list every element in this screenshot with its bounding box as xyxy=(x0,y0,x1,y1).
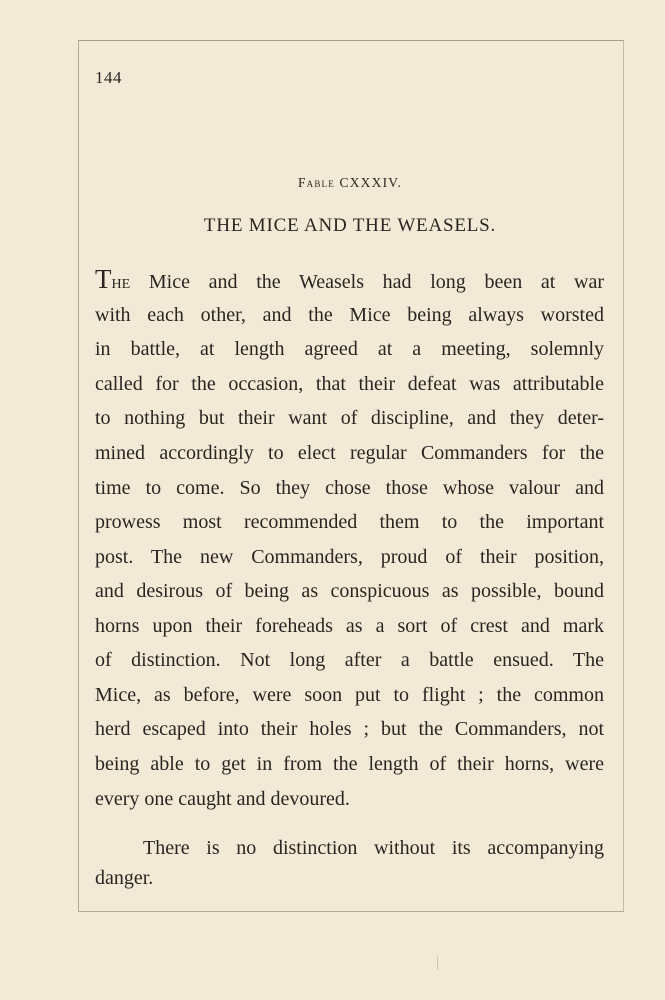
story-line-9: post. The new Commanders, proud of their position, xyxy=(95,546,604,568)
story-line-8: prowess most recommended them to the important xyxy=(95,511,604,533)
first-line-rest: Mice and the Weasels had long been at war xyxy=(130,271,604,293)
story-line-16: every one caught and devoured. xyxy=(95,788,350,810)
fable-number: Fable CXXXIV. xyxy=(297,175,403,190)
story-line-13: Mice, as before, were soon put to flight ; the common xyxy=(95,684,604,706)
scan-mark xyxy=(437,956,438,970)
story-line-5: to nothing but their want of discipline, and they deter- xyxy=(95,407,604,429)
first-word-rest: he xyxy=(111,271,131,293)
story-line-3: in battle, at length agreed at a meeting, solemnly xyxy=(95,338,604,360)
story-line-10: and desirous of being as conspicuous as possible, bound xyxy=(95,580,604,602)
story-line-6: mined accordingly to elect regular Commanders for the xyxy=(95,442,604,464)
story-line-11: horns upon their foreheads as a sort of crest and mark xyxy=(95,615,604,637)
story-line-15: being able to get in from the length of their horns, were xyxy=(95,753,604,775)
story-line-4: called for the occasion, that their defeat was attributable xyxy=(95,373,604,395)
story-line-7: time to come. So they chose those whose valour and xyxy=(95,477,604,499)
moral-line-2: danger. xyxy=(95,867,154,889)
page-number: 144 xyxy=(95,68,122,87)
moral-line-1: There is no distinction without its accompanying xyxy=(143,837,604,859)
fable-title: THE MICE AND THE WEASELS. xyxy=(203,215,497,236)
story-line-14: herd escaped into their holes ; but the Commanders, not xyxy=(95,718,604,740)
story-line-1 xyxy=(95,267,604,294)
story-line-12: of distinction. Not long after a battle ensued. The xyxy=(95,649,604,671)
story-line-2: with each other, and the Mice being always worsted xyxy=(95,304,604,326)
drop-cap: T xyxy=(95,267,112,294)
